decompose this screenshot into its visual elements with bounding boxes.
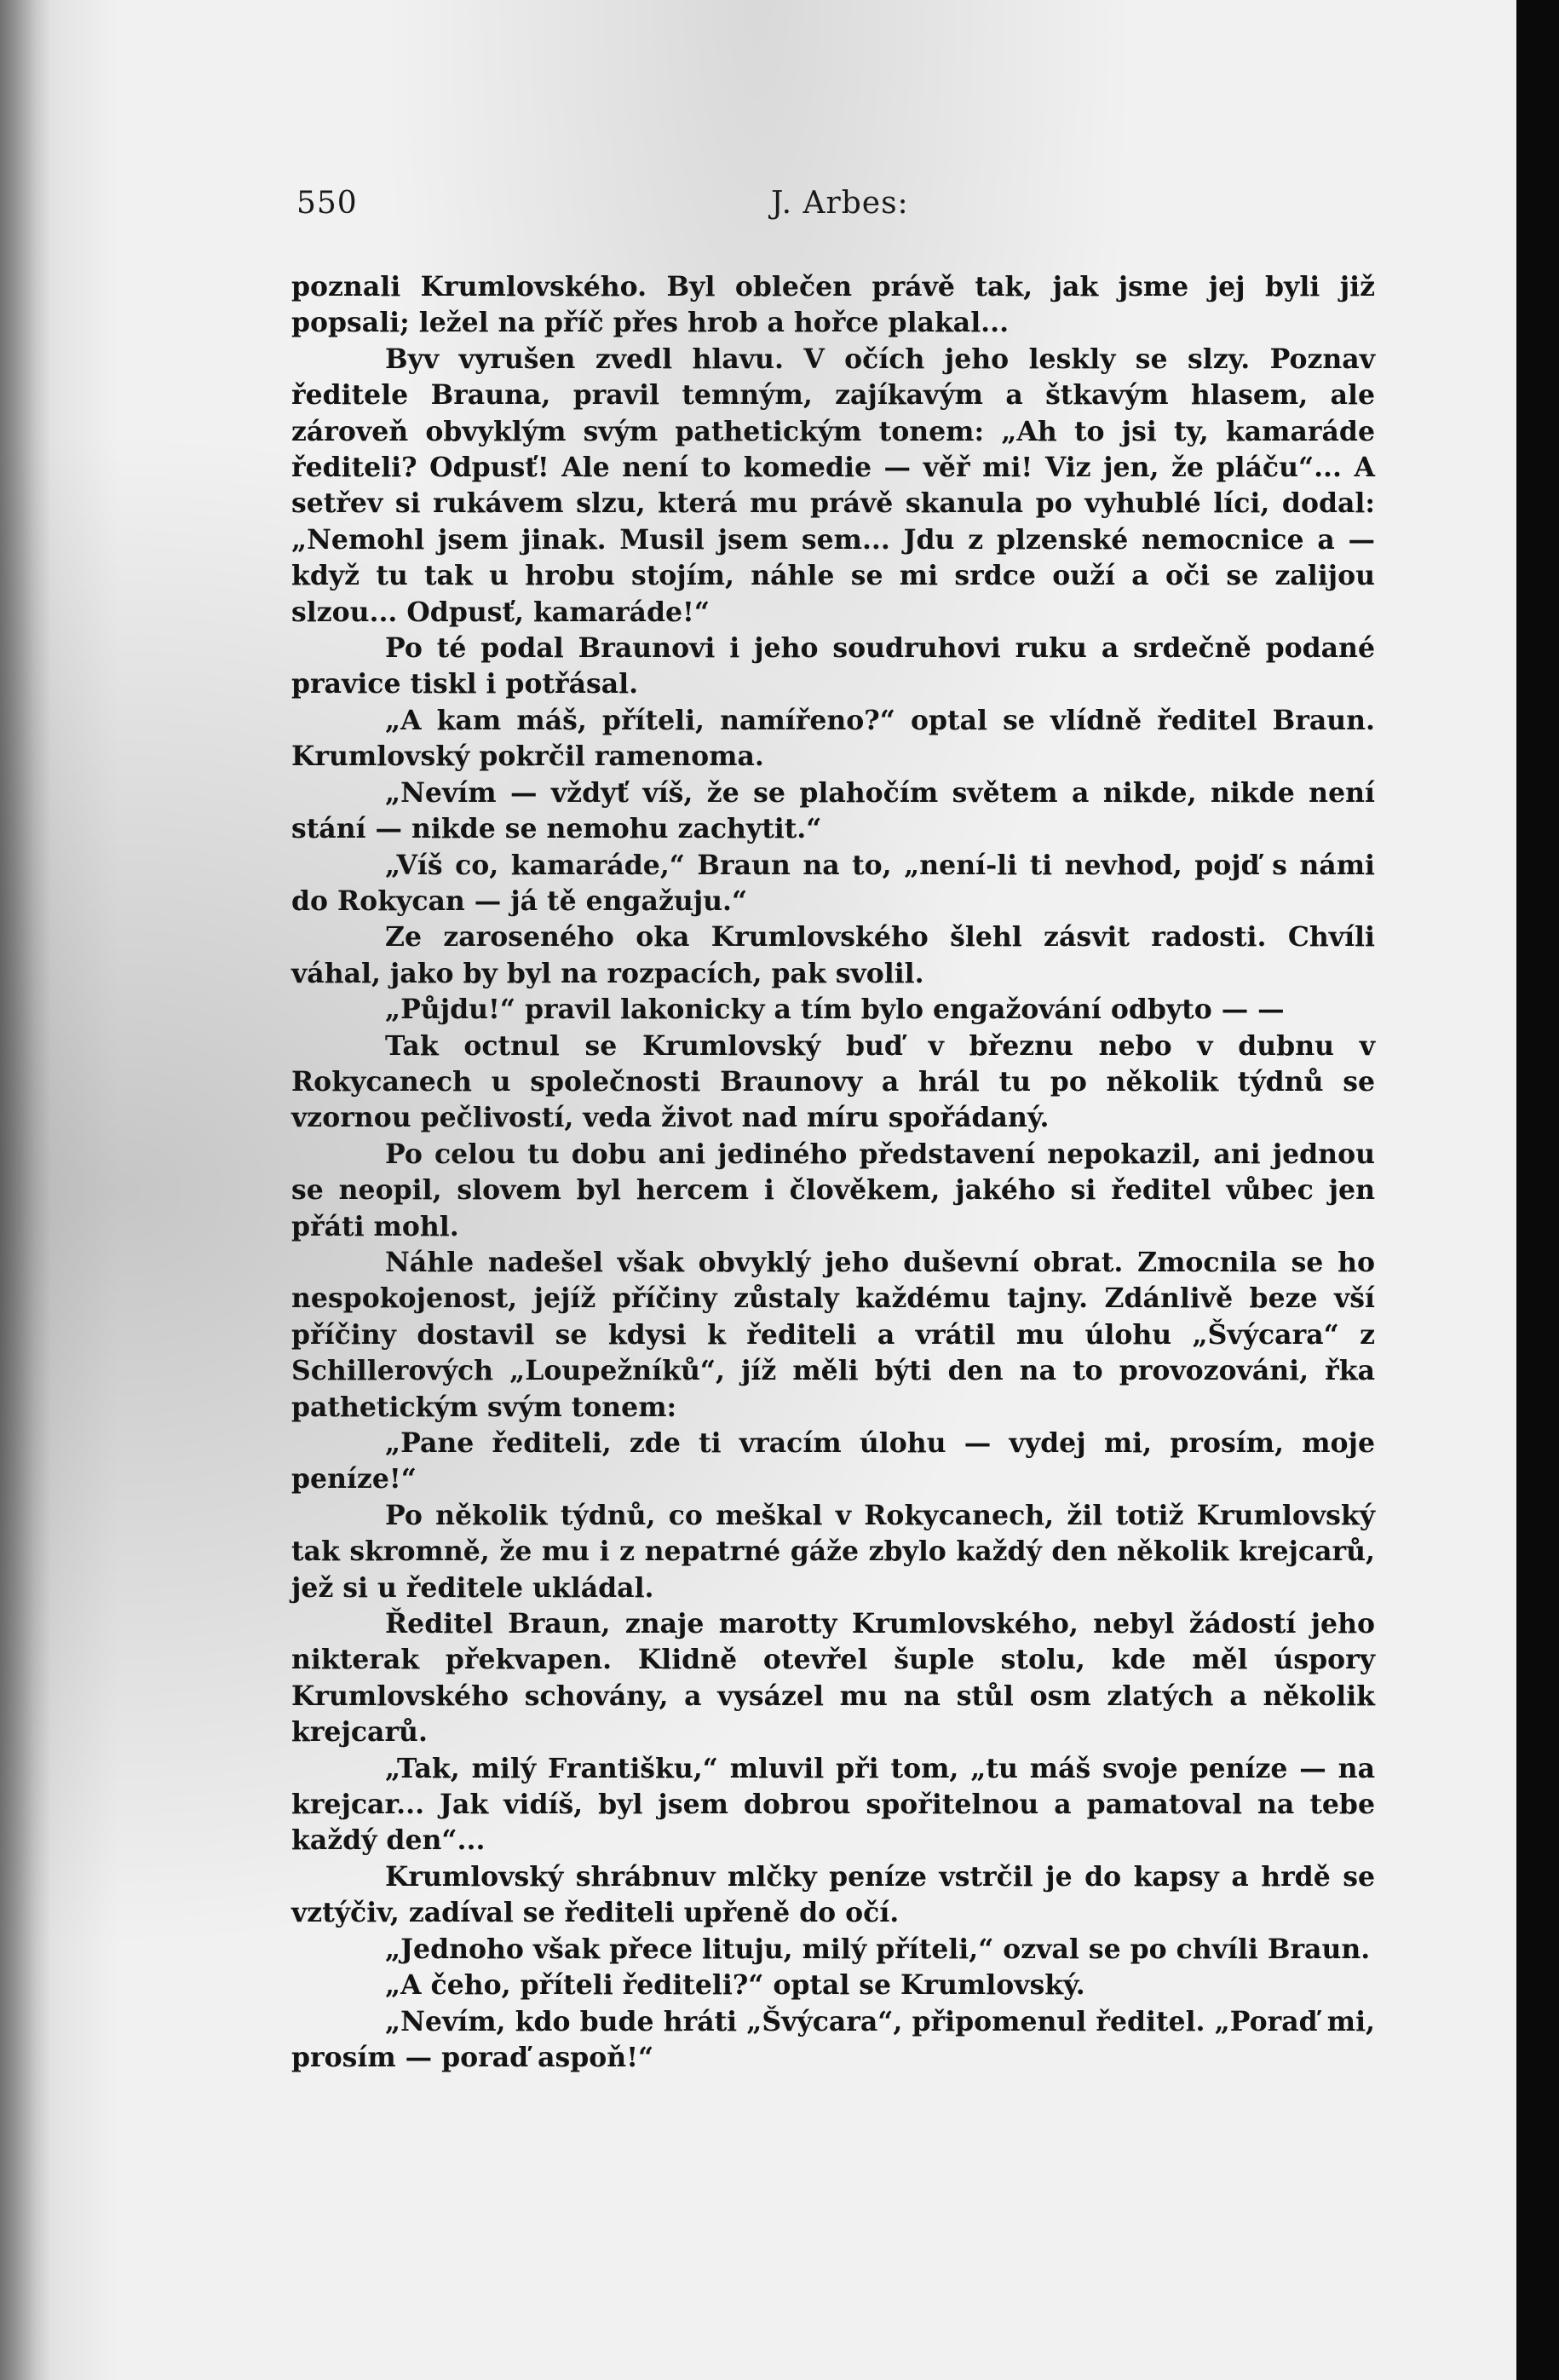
page-number: 550 (296, 186, 358, 221)
paragraph: Byv vyrušen zvedl hlavu. V očích jeho leskly se slzy. Poznav ředitele Brauna, pravil temným, zajíkavým a štkavým hlasem, ale zároveň obvyklým svým pathetickým tonem: „Ah to jsi ty, kamaráde řediteli? Odpusť! Ale není to komedie — věř mi! Viz jen, že pláču“... A setřev si rukávem slzu, která mu právě skanula po vyhublé líci, dodal: „Nemohl jsem jinak. Musil jsem sem... Jdu z plzenské nemocnice a — když tu tak u hrobu stojím, náhle se mi srdce ouží a oči se zalijou slzou... Odpusť, kamaráde!“ (291, 343, 1375, 628)
scan-border (1516, 0, 1559, 2380)
paragraph: Po celou tu dobu ani jediného představení nepokazil, ani jednou se neopil, slovem byl hercem i člověkem, jakého si ředitel vůbec jen přáti mohl. (291, 1138, 1375, 1242)
paragraph: poznali Krumlovského. Byl oblečen právě tak, jak jsme jej byli již popsali; ležel na příč přes hrob a hořce plakal... (291, 271, 1375, 339)
paragraph: „A čeho, příteli řediteli?“ optal se Krumlovský. (385, 1969, 1085, 2002)
paragraph: Tak octnul se Krumlovský buď v březnu nebo v dubnu v Rokycanech u společnosti Braunovy a hrál tu po několik týdnů se vzornou pečlivostí, veda život nad míru spořádaný. (291, 1029, 1375, 1134)
paragraph: „Víš co, kamaráde,“ Braun na to, „není-li ti nevhod, pojď s námi do Rokycan — já tě engažuju.“ (291, 849, 1375, 917)
paragraph: „Jednoho však přece lituju, milý příteli,“ ozval se po chvíli Braun. (385, 1933, 1371, 1965)
paragraph: Ze zaroseného oka Krumlovského šlehl zásvit radosti. Chvíli váhal, jako by byl na rozpacích, pak svolil. (291, 921, 1375, 989)
paragraph: „Nevím — vždyť víš, že se plahočím světem a nikde, nikde není stání — nikde se nemohu zachytit.“ (291, 776, 1375, 845)
paragraph: Po té podal Braunovi i jeho soudruhovi ruku a srdečně podané pravice tiskl i potřásal. (291, 632, 1375, 700)
paragraph: „Nevím, kdo bude hráti „Švýcara“, připomenul ředitel. „Poraď mi, prosím — poraď aspoň!“ (291, 2005, 1375, 2073)
paragraph: „A kam máš, příteli, namířeno?“ optal se vlídně ředitel Braun. Krumlovský pokrčil ramenoma. (291, 704, 1375, 773)
paragraph: „Pane řediteli, zde ti vracím úlohu — vydej mi, prosím, moje peníze!“ (291, 1427, 1375, 1495)
paragraph: Náhle nadešel však obvyklý jeho duševní obrat. Zmocnila se ho nespokojenost, jejíž příčiny zůstaly každému tajny. Zdánlivě beze vší příčiny dostavil se kdysi k řediteli a vrátil mu úlohu „Švýcara“ z Schillerových „Loupežníků“, jíž měli býti den na to provozováni, řka pathetickým svým tonem: (291, 1246, 1375, 1423)
body-text (291, 269, 1375, 2076)
page-header (0, 186, 1516, 237)
binding-shadow (0, 0, 51, 2380)
paragraph: Ředitel Braun, znaje marotty Krumlovského, nebyl žádostí jeho nikterak překvapen. Klidně otevřel šuple stolu, kde měl úspory Krumlovského schovány, a vysázel mu na stůl osm zlatých a několik krejcarů. (291, 1608, 1375, 1749)
running-head: J. Arbes: (771, 186, 909, 221)
paragraph: „Půjdu!“ pravil lakonicky a tím bylo engažování odbyto — — (385, 994, 1285, 1026)
paragraph: Krumlovský shrábnuv mlčky peníze vstrčil je do kapsy a hrdě se vztýčiv, zadíval se řediteli upřeně do očí. (291, 1860, 1375, 1929)
paragraph: „Tak, milý Františku,“ mluvil při tom, „tu máš svoje peníze — na krejcar... Jak vidíš, byl jsem dobrou spořitelnou a pamatoval na tebe každý den“... (291, 1752, 1375, 1857)
paragraph: Po několik týdnů, co meškal v Rokycanech, žil totiž Krumlovský tak skromně, že mu i z nepatrné gáže zbylo každý den několik krejcarů, jež si u ředitele ukládal. (291, 1499, 1375, 1604)
